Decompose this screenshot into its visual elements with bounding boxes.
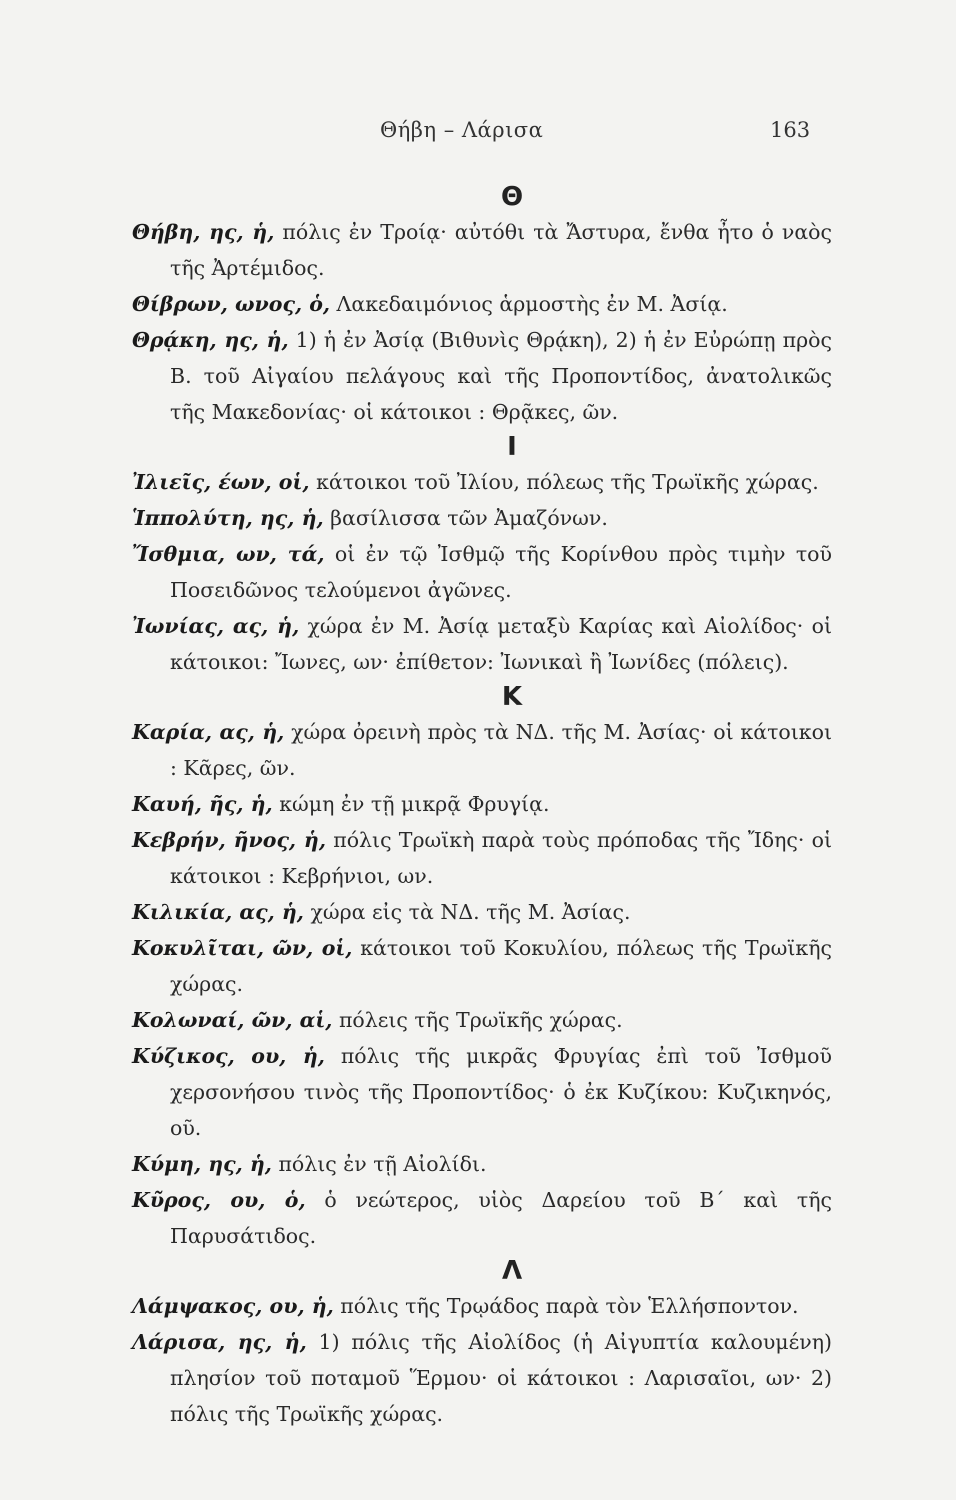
headword: Καυή, ῆς, ἡ, bbox=[132, 792, 273, 816]
entry-definition: χώρα εἰς τὰ ΝΔ. τῆς Μ. Ἀσίας. bbox=[303, 900, 631, 924]
entry-definition: χώρα ἐν Μ. Ἀσίᾳ μεταξὺ Καρίας καὶ Αἰολίδος· οἱ κάτοικοι: Ἴωνες, ων· ἐπίθετον: Ἰωνικαὶ ἢ Ἰωνίδες (πόλεις). bbox=[170, 614, 832, 674]
glossary-entry bbox=[132, 1324, 832, 1432]
glossary-entry bbox=[132, 536, 832, 608]
entry-definition: κάτοικοι τοῦ Κοκυλίου, πόλεως τῆς Τρωϊκῆς χώρας. bbox=[170, 936, 832, 996]
headword: Κοκυλῖται, ῶν, οἱ, bbox=[132, 936, 353, 960]
entry-definition: χώρα ὀρεινὴ πρὸς τὰ ΝΔ. τῆς Μ. Ἀσίας· οἱ κάτοικοι : Κᾶρες, ῶν. bbox=[170, 720, 832, 780]
glossary-entry bbox=[132, 822, 832, 894]
headword: Ἰωνίας, ας, ἡ, bbox=[132, 614, 300, 638]
entry-definition: πόλις ἐν Τροίᾳ· αὐτόθι τὰ Ἄστυρα, ἔνθα ἦτο ὁ ναὸς τῆς Ἀρτέμιδος. bbox=[170, 220, 832, 280]
page-number: 163 bbox=[770, 118, 811, 142]
glossary-entry bbox=[132, 500, 832, 536]
headword: Θίβρων, ωνος, ὁ, bbox=[132, 292, 331, 316]
entry-definition: οἱ ἐν τῷ Ἰσθμῷ τῆς Κορίνθου πρὸς τιμὴν τοῦ Ποσειδῶνος τελούμενοι ἀγῶνες. bbox=[170, 542, 832, 602]
entry-definition: κάτοικοι τοῦ Ἰλίου, πόλεως τῆς Τρωϊκῆς χώρας. bbox=[309, 470, 819, 494]
headword: Λάρισα, ης, ἡ, bbox=[132, 1330, 307, 1354]
entry-definition: Λακεδαιμόνιος ἁρμοστὴς ἐν Μ. Ἀσίᾳ. bbox=[330, 292, 728, 316]
glossary-entry bbox=[132, 322, 832, 430]
glossary-entry bbox=[132, 286, 832, 322]
running-title: Θήβη – Λάρισα bbox=[380, 118, 544, 142]
entry-definition: πόλεις τῆς Τρωϊκῆς χώρας. bbox=[332, 1008, 623, 1032]
headword: Ἱππολύτη, ης, ἡ, bbox=[132, 506, 324, 530]
headword: Κύμη, ης, ἡ, bbox=[132, 1152, 272, 1176]
headword: Κύζικος, ου, ἡ, bbox=[132, 1044, 325, 1068]
entry-definition: πόλις ἐν τῇ Αἰολίδι. bbox=[271, 1152, 487, 1176]
glossary-entry bbox=[132, 1288, 832, 1324]
glossary-content bbox=[132, 180, 832, 1432]
glossary-entry bbox=[132, 464, 832, 500]
running-head bbox=[0, 118, 956, 152]
entry-definition: ὁ νεώτερος, υἱὸς Δαρείου τοῦ Β΄ καὶ τῆς Παρυσάτιδος. bbox=[170, 1188, 832, 1248]
headword: Λάμψακος, ου, ἡ, bbox=[132, 1294, 334, 1318]
glossary-entry bbox=[132, 1182, 832, 1254]
headword: Ἴσθμια, ων, τά, bbox=[132, 542, 325, 566]
headword: Ἰλιεῖς, έων, οἱ, bbox=[132, 470, 310, 494]
headword: Κολωναί, ῶν, αἱ, bbox=[132, 1008, 333, 1032]
section-letter-theta: Θ bbox=[500, 182, 524, 212]
glossary-entry bbox=[132, 1002, 832, 1038]
section-letter-kappa: Κ bbox=[501, 682, 523, 712]
glossary-entry bbox=[132, 1146, 832, 1182]
entry-definition: πόλις Τρωϊκὴ παρὰ τοὺς πρόποδας τῆς Ἴδης· οἱ κάτοικοι : Κεβρήνιοι, ων. bbox=[170, 828, 833, 888]
section-letter-iota: Ι bbox=[507, 432, 517, 462]
entry-definition: 1) πόλις τῆς Αἰολίδος (ἡ Αἰγυπτία καλουμένη) πλησίον τοῦ ποταμοῦ Ἕρμου· οἱ κάτοικοι : Λαρισαῖοι, ων· 2) πόλις τῆς Τρωϊκῆς χώρας. bbox=[170, 1330, 832, 1426]
headword: Κεβρήν, ῆνος, ἡ, bbox=[132, 828, 326, 852]
glossary-entry bbox=[132, 1038, 832, 1146]
headword: Κῦρος, ου, ὁ, bbox=[132, 1188, 306, 1212]
headword: Θρᾴκη, ης, ἡ, bbox=[132, 328, 289, 352]
glossary-entry bbox=[132, 214, 832, 286]
glossary-entry bbox=[132, 786, 832, 822]
entry-definition: βασίλισσα τῶν Ἀμαζόνων. bbox=[323, 506, 608, 530]
entry-definition: πόλις τῆς Τρῳάδος παρὰ τὸν Ἑλλήσποντον. bbox=[333, 1294, 799, 1318]
section-letter-lambda: Λ bbox=[501, 1256, 523, 1286]
entry-definition: 1) ἡ ἐν Ἀσίᾳ (Βιθυνὶς Θρᾴκη), 2) ἡ ἐν Εὐρώπῃ πρὸς Β. τοῦ Αἰγαίου πελάγους καὶ τῆς Προποντίδος, ἀνατολικῶς τῆς Μακεδονίας· οἱ κάτοικοι : Θρᾷκες, ῶν. bbox=[170, 328, 832, 424]
glossary-entry bbox=[132, 608, 832, 680]
entry-definition: πόλις τῆς μικρᾶς Φρυγίας ἐπὶ τοῦ Ἰσθμοῦ χερσονήσου τινὸς τῆς Προποντίδος· ὁ ἐκ Κυζίκου: Κυζικηνός, οῦ. bbox=[170, 1044, 832, 1140]
glossary-entry bbox=[132, 894, 832, 930]
headword: Κιλικία, ας, ἡ, bbox=[132, 900, 304, 924]
headword: Θήβη, ης, ἡ, bbox=[132, 220, 275, 244]
glossary-entry bbox=[132, 714, 832, 786]
entry-definition: κώμη ἐν τῇ μικρᾷ Φρυγίᾳ. bbox=[272, 792, 550, 816]
glossary-entry bbox=[132, 930, 832, 1002]
headword: Καρία, ας, ἡ, bbox=[132, 720, 285, 744]
